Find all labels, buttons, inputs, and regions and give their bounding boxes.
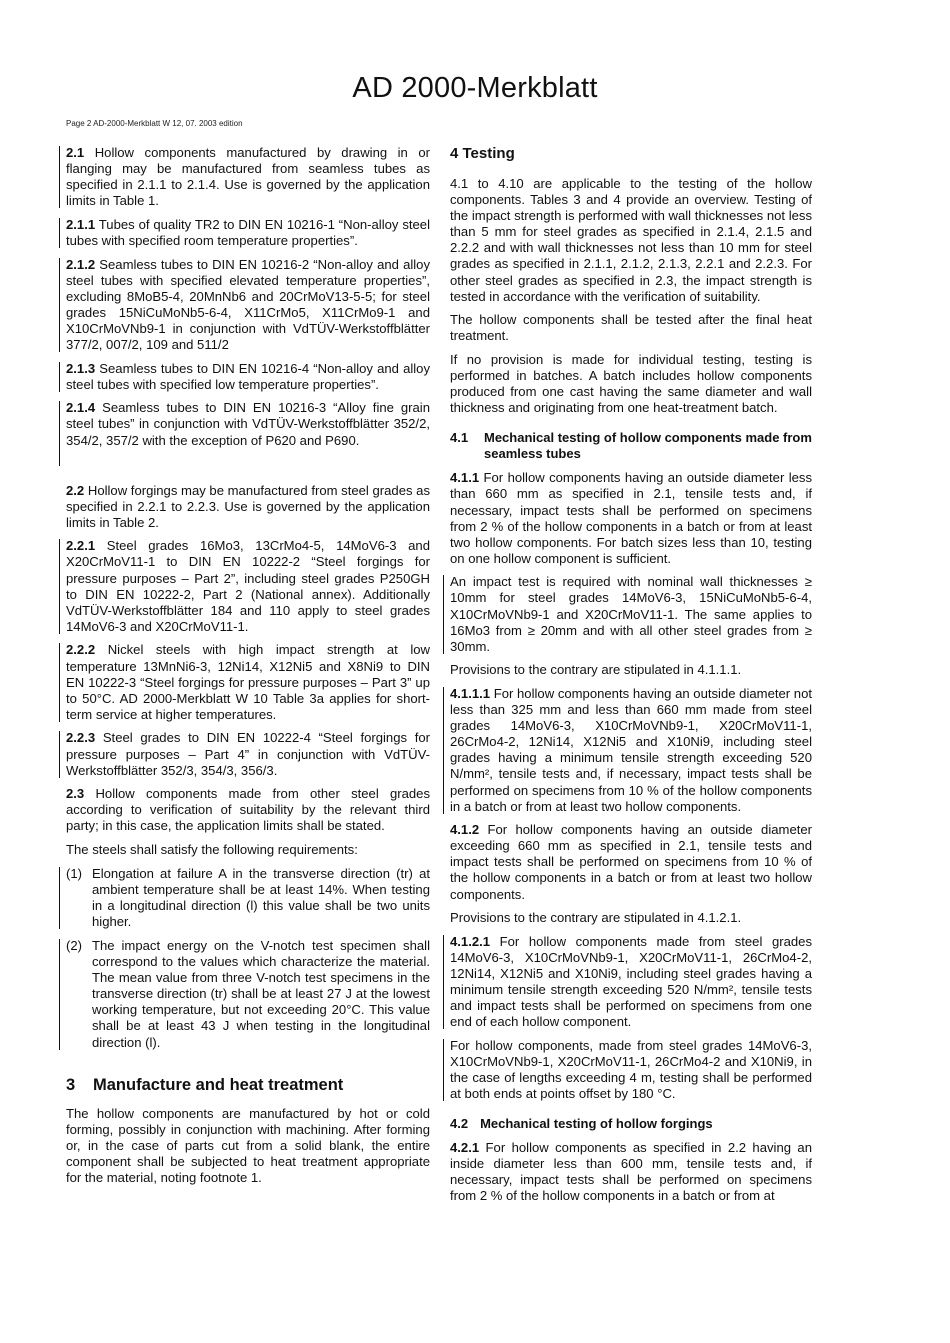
paragraph-4-batches: If no provision is made for individual testing, testing is performed in batches. A batch includes hollow components produced from one cast having the same diameter and wall thickness and originating from one heat-treatment batch. <box>450 351 812 416</box>
paragraph-2-1-4 <box>66 400 430 466</box>
section-4-heading: 4 Testing <box>450 145 515 162</box>
paragraph-2-2-1 <box>66 538 430 635</box>
paragraph-text: Hollow components manufactured by drawing in or flanging may be manufactured from seamless tubes as specified in 2.1.1 to 2.1.4. Use is governed by the application limits in Table 1. <box>66 145 430 209</box>
paragraph-text: Seamless tubes to DIN EN 10216-2 “Non-alloy and alloy steel tubes with specified elevated temperature properties”, excluding 8MoB5-4, 20MnNb6 and 20CrMoV13-5-5; for steel grades 15NiCuMoNb5-6-4, X11CrMo5, X11CrMo9-1 and X10CrMoVNb9-1 in conjunction with VdTÜV-Werkstoffblätter 377/2, 007/2, 109 and 511/2 <box>66 256 431 353</box>
paragraph-text: Steel grades to DIN EN 10222-4 “Steel forgings for pressure purposes – Part 4” in conjunction with VdTÜV-Werkstoffblätter 352/3, 354/3, 356/3. <box>66 730 431 778</box>
section-number: 2.1.1 <box>66 216 96 232</box>
heading-4-2 <box>450 1116 812 1132</box>
section-number: 2.2.3 <box>66 730 96 746</box>
paragraph-text: Tubes of quality TR2 to DIN EN 10216-1 “Non-alloy steel tubes with specified room temperature properties”. <box>66 216 430 248</box>
right-column <box>450 145 812 1212</box>
paragraph-2-1 <box>66 145 430 209</box>
paragraph-2-1-1 <box>66 217 430 249</box>
section-number: 2.1.4 <box>66 400 96 416</box>
section-number: 2.2.1 <box>66 538 96 554</box>
paragraph-text: Hollow forgings may be manufactured from steel grades as specified in 2.2.1 to 2.2.3. Use is governed by the application limits in Table 2. <box>66 482 430 530</box>
section-number: 3 <box>66 1075 76 1094</box>
section-number: 4.1.2 <box>450 822 480 838</box>
paragraph-4-1-2-1 <box>450 934 812 1031</box>
requirement-1 <box>66 866 430 930</box>
section-number: 4.1.1.1 <box>450 685 491 701</box>
paragraph-4-heat-treatment: The hollow components shall be tested after the final heat treatment. <box>450 312 812 344</box>
paragraph-3: The hollow components are manufactured by hot or cold forming, possibly in conjunction with machining. After forming or, in the case of parts cut from a solid blank, the entire component shall be subjected to heat treatment appropriate for the material, noting footnote 1. <box>66 1105 430 1185</box>
paragraph-4-intro: 4.1 to 4.10 are applicable to the testing of the hollow components. Tables 3 and 4 provide an overview. Testing of the impact strength is performed with wall thicknesses not less than 5 mm for steel grades as specified in 2.1.4, 2.1.5 and 2.2.2 and with wall thicknesses not less than 10 mm for steel grades as specified in 2.1.1, 2.1.2, 2.1.3, 2.2.1 and 2.2.3. For other steel grades as specified in 2.3, the impact strength is tested in accordance with the verification of suitability. <box>450 176 812 304</box>
paragraph-text: For hollow components having an outside diameter not less than 325 mm and less than 660 mm made from steel grades 14MoV6-3, X10CrMoVNb9-1, X20CrMoV11-1, 26CrMo4-2, 12Ni14, X12Ni5 and X10Ni9, including steel grades having a minimum tensile strength exceeding 520 N/mm², tensile tests and, if necessary, impact tests shall be performed on specimens from 10 % of the hollow components in a batch or from at least two hollow components. <box>450 685 812 814</box>
requirement-2 <box>66 938 430 1051</box>
section-number: 2.1.2 <box>66 256 96 272</box>
paragraph-2-2 <box>66 483 430 531</box>
paragraph-text: Seamless tubes to DIN EN 10216-3 “Alloy fine grain steel tubes” in conjunction with VdTÜV-Werkstoffblätter 352/2, 354/2, 357/2 with the exception of P620 and P690. <box>66 400 430 448</box>
paragraph-2-2-3 <box>66 730 430 778</box>
section-number: 2.1.3 <box>66 360 96 376</box>
paragraph-text: Hollow components made from other steel grades according to verification of suitability by the relevant third party; in this case, the application limits shall be stated. <box>66 786 431 834</box>
section-title: Manufacture and heat treatment <box>93 1075 344 1094</box>
list-text: The impact energy on the V-notch test specimen shall correspond to the values which characterize the material. The mean value from three V-notch test specimens in the transverse direction (tr) shall be at least 27 J at the lowest working temperature, but not exceeding 20°C. This value shall be at least 43 J when testing in the longitudinal direction (l). <box>92 937 430 1050</box>
section-number: 4.1.2.1 <box>450 933 491 949</box>
paragraph-text: For hollow components having an outside diameter less than 660 mm as specified in 2.1, tensile tests and, if necessary, impact tests shall be performed on specimens from 2 % of the hollow components in a batch or from at least two hollow components. For batch sizes less than 10, testing on one hollow component is sufficient. <box>450 470 813 566</box>
paragraph-4-2-1 <box>450 1140 812 1204</box>
page-edition-line: Page 2 AD-2000-Merkblatt W 12, 07. 2003 edition <box>66 119 243 128</box>
section-number: 4.2 <box>450 1116 469 1132</box>
paragraph-4-1-1-impact: An impact test is required with nominal wall thicknesses ≥ 10mm for steel grades 14MoV6-3, 15NiCuMoNb5-6-4, X10CrMoVNb9-1 and X20CrMoV11-1. The same applies to 16Mo3 from ≥ 20mm and with all other steel grades from ≥ 30mm. <box>450 574 812 654</box>
section-number: 2.1 <box>66 145 85 160</box>
section-title: Mechanical testing of hollow components made from seamless tubes <box>484 430 812 462</box>
list-text: Elongation at failure A in the transverse direction (tr) at ambient temperature shall be at least 14%. When testing in a longitudinal direction (l) this value shall be two units higher. <box>92 865 430 929</box>
list-label: (1) <box>66 865 83 881</box>
requirements-intro: The steels shall satisfy the following requirements: <box>66 841 358 857</box>
list-label: (2) <box>66 937 83 953</box>
section-title: Mechanical testing of hollow forgings <box>480 1116 713 1132</box>
section-number: 2.2.2 <box>66 642 96 658</box>
paragraph-text: For hollow components made from steel grades 14MoV6-3, X10CrMoVNb9-1, X20CrMoV11-1, 26CrMo4-2, 12Ni14, X12Ni5 and X10Ni9, including steel grades having a minimum tensile strength exceeding 520 N/mm², tensile tests and impact tests shall be performed on specimens from one end of each hollow component. <box>450 933 812 1030</box>
paragraph-4-1-1-provisions: Provisions to the contrary are stipulated in 4.1.1.1. <box>450 662 742 678</box>
paragraph-text: Seamless tubes to DIN EN 10216-4 “Non-alloy and alloy steel tubes with specified low temperature properties”. <box>66 360 431 392</box>
section-3-heading <box>66 1075 430 1095</box>
paragraph-text: Nickel steels with high impact strength at low temperature 13MnNi6-3, 12Ni14, X12Ni5 and X8Ni9 to DIN EN 10222-3 “Steel forgings for pressure purposes – Part 3” up to 50°C. AD 2000-Merkblatt W 10 Table 3a applies for short-term service at higher temperatures. <box>66 642 431 722</box>
paragraph-2-1-2 <box>66 257 430 354</box>
section-number: 4.1.1 <box>450 470 480 486</box>
left-column <box>66 145 430 1194</box>
heading-4-1 <box>450 430 812 462</box>
paragraph-4-1-1 <box>450 470 812 567</box>
paragraph-2-1-3 <box>66 361 430 393</box>
paragraph-4-1-2 <box>450 822 812 902</box>
document-title: AD 2000-Merkblatt <box>352 72 598 104</box>
paragraph-text: Steel grades 16Mo3, 13CrMo4-5, 14MoV6-3 and X20CrMoV11-1 to DIN EN 10222-2 “Steel forgings for pressure purposes – Part 2”, including steel grades P250GH to DIN EN 10222-2, Part 2 (National annex). Additionally VdTÜV-Werkstoffblätter 184 and 110 apply to steel grades 14MoV6-3 and X20CrMoV11-1. <box>66 538 430 634</box>
paragraph-4-1-2-1-lengths: For hollow components, made from steel grades 14MoV6-3, X10CrMoVNb9-1, X20CrMoV11-1, 26CrMo4-2 and X10Ni9, in the case of lengths exceeding 4 m, testing shall be performed at both ends at points offset by 180 °C. <box>450 1037 812 1102</box>
paragraph-4-1-1-1 <box>450 686 812 815</box>
section-number: 4.1 <box>450 430 469 446</box>
paragraph-text: For hollow components having an outside diameter exceeding 660 mm as specified in 2.1, tensile tests and impact tests shall be performed on specimens from 10 % of the hollow components in a batch or from at least two hollow components. <box>450 822 813 902</box>
paragraph-text: For hollow components as specified in 2.2 having an inside diameter less than 600 mm, tensile tests and, if necessary, impact tests shall be performed on specimens from 2 % of the hollow components in a batch or from at <box>450 1140 812 1204</box>
paragraph-4-1-2-provisions: Provisions to the contrary are stipulated in 4.1.2.1. <box>450 910 742 926</box>
paragraph-2-2-2 <box>66 642 430 722</box>
section-number: 2.2 <box>66 482 85 498</box>
section-number: 2.3 <box>66 786 85 802</box>
section-number: 4.2.1 <box>450 1140 480 1156</box>
paragraph-2-3 <box>66 786 430 834</box>
